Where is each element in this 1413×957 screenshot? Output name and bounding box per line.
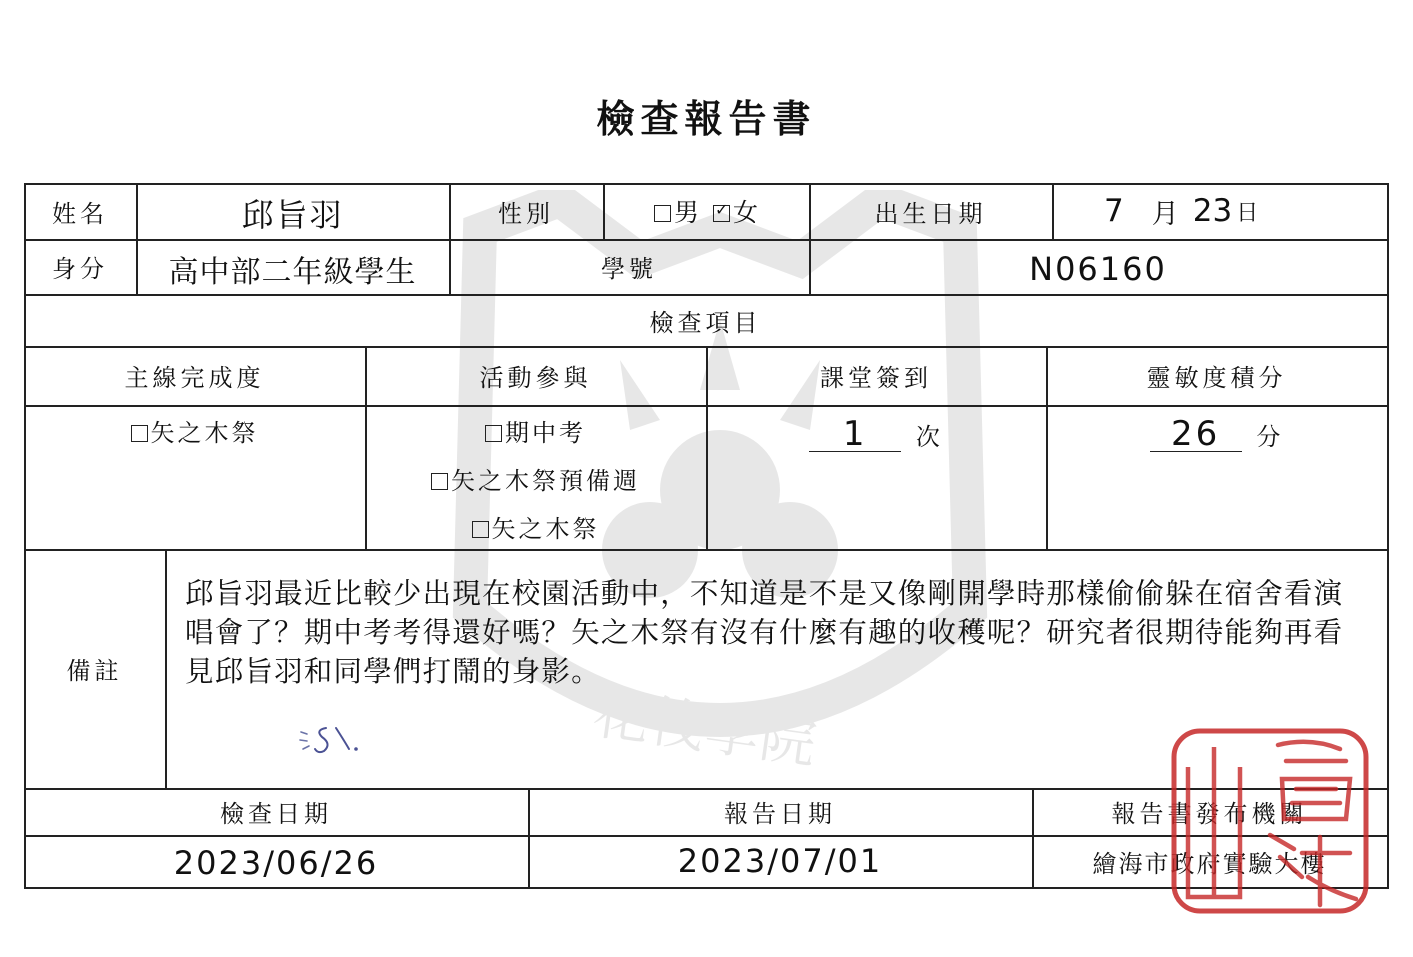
- checkbox-male[interactable]: [654, 205, 671, 222]
- identity-value: 高中部二年級學生: [168, 255, 417, 290]
- issuer-label: 報告書發布機關: [1111, 800, 1308, 828]
- gender-option-male-label: 男: [673, 198, 699, 227]
- main-progress-options: [24, 405, 365, 549]
- sensitivity-line: [1150, 413, 1284, 461]
- main-option-label: 矢之木祭: [150, 419, 259, 447]
- report-date-label: 報告日期: [724, 800, 836, 828]
- gender-option-female-label: 女: [733, 198, 759, 227]
- attendance-value-cell: [706, 405, 1046, 549]
- sensitivity-value: 26: [1150, 417, 1242, 452]
- gender-label: 性別: [498, 199, 554, 228]
- check-date-value: 2023/06/26: [173, 844, 379, 882]
- check-date-label: 檢查日期: [220, 800, 332, 828]
- student-id-label: 學號: [601, 255, 657, 283]
- report-date-value: 2023/07/01: [677, 842, 883, 880]
- sensitivity-unit: 分: [1256, 423, 1284, 451]
- birth-month-unit: 月: [1151, 198, 1179, 230]
- birth-day: 23: [1192, 193, 1233, 229]
- remarks-text: 邱旨羽最近比較少出現在校園活動中，不知道是不是又像剛開學時那樣偷偷躲在宿舍看演唱會了？期中考考得還好嗎？矢之木祭有沒有什麼有趣的收穫呢？研究者很期待能夠再看見邱旨羽和同學們打鬧的身影。: [185, 577, 1344, 688]
- divider: [165, 549, 167, 789]
- checkbox[interactable]: [485, 425, 502, 442]
- main-option[interactable]: [131, 409, 259, 457]
- activity-option-label: 期中考: [505, 419, 586, 447]
- checkbox[interactable]: [472, 521, 489, 538]
- attendance-unit: 次: [915, 423, 943, 451]
- main-progress-label: 主線完成度: [124, 364, 265, 392]
- sensitivity-value-cell: [1046, 405, 1387, 549]
- official-seal-stamp: [1170, 727, 1370, 915]
- birth-month: 7: [1104, 193, 1124, 229]
- attendance-label: 課堂簽到: [820, 364, 932, 392]
- student-id-value: N06160: [1029, 250, 1167, 288]
- activity-label: 活動參與: [479, 364, 592, 392]
- handwritten-doodle-icon: [298, 722, 364, 758]
- sensitivity-label: 靈敏度積分: [1146, 364, 1287, 392]
- attendance-line: [809, 413, 943, 461]
- gender-options: [603, 183, 809, 239]
- gender-option-male[interactable]: [654, 193, 699, 229]
- activity-option[interactable]: [472, 505, 600, 553]
- name-value: 邱旨羽: [241, 196, 344, 234]
- issuer-value: 繪海市政府實驗大樓: [1092, 849, 1327, 878]
- attendance-value: 1: [809, 417, 901, 452]
- watermark-text: 花筏學院: [589, 681, 821, 777]
- activity-option[interactable]: [485, 409, 586, 457]
- table-border-right: [1387, 183, 1389, 888]
- checkbox[interactable]: [431, 473, 448, 490]
- document-title: 檢查報告書: [596, 96, 817, 141]
- activity-option[interactable]: [431, 457, 640, 505]
- activity-options: [365, 405, 706, 549]
- birth-day-unit: 日: [1236, 200, 1259, 226]
- checkbox[interactable]: [131, 425, 148, 442]
- remarks-label: 備註: [66, 657, 123, 685]
- gender-option-female[interactable]: [713, 193, 758, 229]
- checkbox-female[interactable]: [713, 205, 730, 222]
- birth-value: [1052, 183, 1387, 239]
- identity-label: 身分: [52, 255, 108, 283]
- name-label: 姓名: [52, 199, 108, 228]
- activity-option-label: 矢之木祭: [491, 515, 600, 543]
- items-header: 檢查項目: [649, 308, 762, 337]
- birth-label: 出生日期: [874, 199, 987, 228]
- activity-option-label: 矢之木祭預備週: [451, 467, 640, 495]
